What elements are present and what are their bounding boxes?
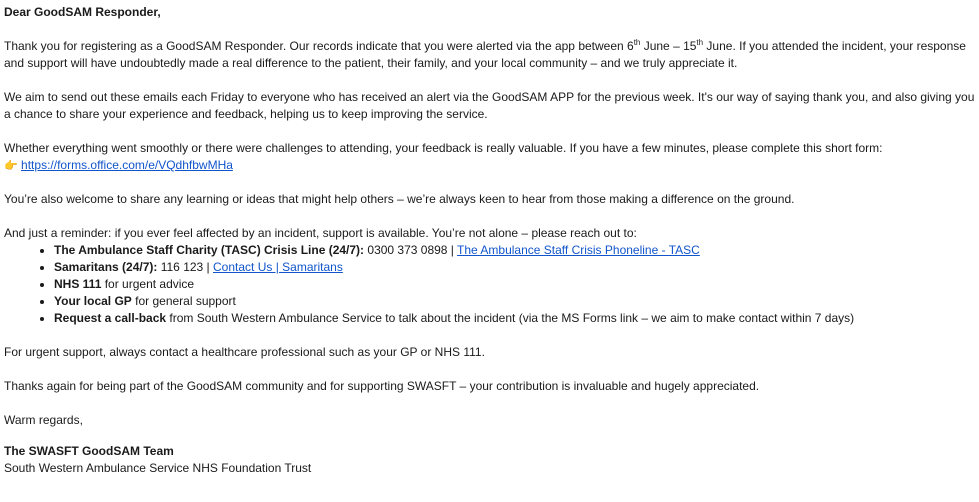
- feedback-paragraph: Whether everything went smoothly or there were challenges to attending, your feedback is really valuable. If you have a few minutes, please complete this short form:: [4, 141, 883, 155]
- support-item-tasc: • The Ambulance Staff Charity (TASC) Crisis Line (24/7): 0300 373 0898 | The Ambulance Staff Crisis Phoneline - TASC: [54, 242, 976, 259]
- samaritans-link[interactable]: Contact Us | Samaritans: [213, 260, 343, 274]
- support-item-callback: • Request a call-back from South Western Ambulance Service to talk about the incident (via the MS Forms link – we aim to make contact within 7 days): [54, 310, 976, 327]
- feedback-link-line: [4, 157, 976, 174]
- feedback-form-link[interactable]: https://forms.office.com/e/VQdhfbwMHa: [21, 158, 233, 172]
- greeting: Dear GoodSAM Responder,: [4, 5, 161, 19]
- signature-org: South Western Ambulance Service NHS Foundation Trust: [4, 461, 312, 475]
- support-intro: And just a reminder: if you ever feel affected by an incident, support is available. You’re not alone – please reach out to:: [4, 226, 637, 240]
- intro-paragraph: Thank you for registering as a GoodSAM Responder. Our records indicate that you were alerted via the app between 6th June – 15th June. If you attended the incident, your response and support will have undoubtedly made a real difference to the patient, their family, and your local community – and we truly appreciate it.: [4, 38, 966, 70]
- thanks-paragraph: Thanks again for being part of the GoodSAM community and for supporting SWASFT – your contribution is invaluable and hugely appreciated.: [4, 379, 760, 393]
- support-item-nhs111: • NHS 111 for urgent advice: [54, 276, 976, 293]
- urgent-support-paragraph: For urgent support, always contact a healthcare professional such as your GP or NHS 111.: [4, 345, 485, 359]
- learning-paragraph: You’re also welcome to share any learning or ideas that might help others – we’re always keen to hear from those making a difference on the ground.: [4, 192, 795, 206]
- tasc-link[interactable]: The Ambulance Staff Crisis Phoneline - TASC: [457, 243, 700, 257]
- weekly-email-paragraph: We aim to send out these emails each Friday to everyone who has received an alert via the GoodSAM APP for the previous week. It's our way of saying thank you, and also giving you a chance to share your experience and feedback, helping us to keep improving the service.: [4, 90, 975, 121]
- pointing-hand-icon: 👉: [4, 159, 18, 172]
- signoff: Warm regards,: [4, 413, 83, 427]
- support-item-samaritans: • Samaritans (24/7): 116 123 | Contact Us | Samaritans: [54, 259, 976, 276]
- signature-team: The SWASFT GoodSAM Team: [4, 444, 174, 458]
- support-list: [4, 242, 976, 327]
- support-item-gp: • Your local GP for general support: [54, 293, 976, 310]
